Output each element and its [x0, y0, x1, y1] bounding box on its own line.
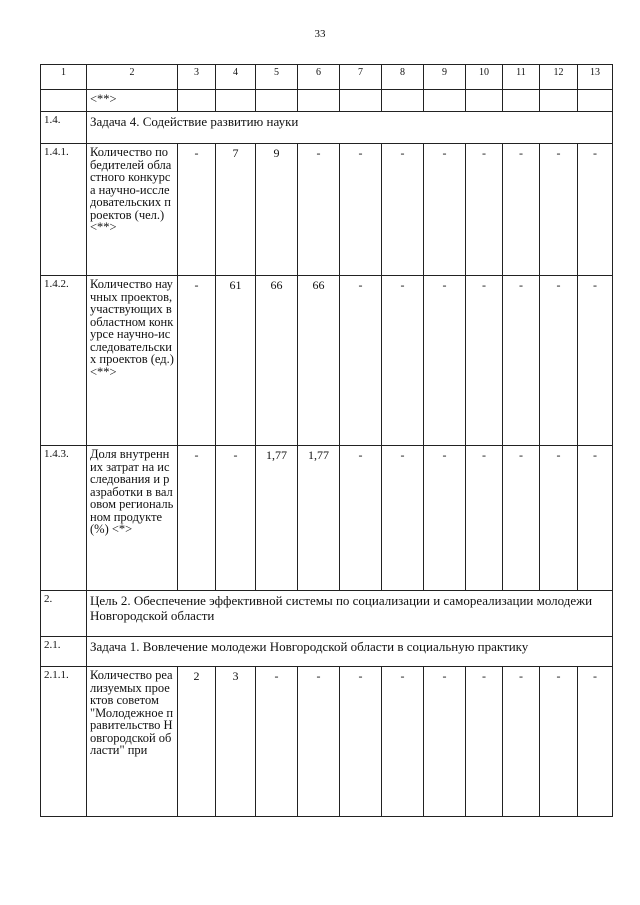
- value-cell: -: [578, 446, 613, 591]
- value-cell: -: [178, 276, 216, 446]
- value-cell: -: [466, 276, 503, 446]
- value-cell: -: [424, 446, 466, 591]
- value-cell: -: [382, 144, 424, 276]
- col-header: 6: [298, 65, 340, 90]
- col-header: 12: [540, 65, 578, 90]
- value-cell: 1,77: [256, 446, 298, 591]
- value-cell: -: [178, 144, 216, 276]
- value-cell: -: [466, 144, 503, 276]
- col-header: 11: [503, 65, 540, 90]
- value-cell: -: [340, 276, 382, 446]
- section-title: Цель 2. Обеспечение эффективной системы по социализации и самореализации молодежи Новгородской области: [87, 591, 613, 637]
- value-cell: -: [578, 667, 613, 817]
- section-number: 2.1.: [41, 637, 87, 667]
- value-cell: -: [540, 276, 578, 446]
- header-row: [41, 65, 613, 90]
- value-cell: 2: [178, 667, 216, 817]
- value-cell: -: [578, 144, 613, 276]
- value-cell: 3: [216, 667, 256, 817]
- col-header: 7: [340, 65, 382, 90]
- col-header: 2: [87, 65, 178, 90]
- value-cell: -: [424, 667, 466, 817]
- row-number: 1.4.2.: [41, 276, 87, 446]
- indicators-table: [40, 64, 613, 817]
- indicator-name: Количество научных проектов, участвующих в областном конкурсе научно-исследовательских проектов (ед.) <**>: [87, 276, 178, 446]
- value-cell: -: [298, 667, 340, 817]
- value-cell: -: [178, 446, 216, 591]
- value-cell: 9: [256, 144, 298, 276]
- indicator-name: Доля внутренних затрат на исследования и разработки в валовом региональном продукте (%) <*>: [87, 446, 178, 591]
- value-cell: -: [256, 667, 298, 817]
- value-cell: -: [424, 276, 466, 446]
- col-header: 9: [424, 65, 466, 90]
- page-number: 33: [314, 28, 326, 40]
- continuation-row: [41, 90, 613, 112]
- value-cell: -: [340, 446, 382, 591]
- col-header: 8: [382, 65, 424, 90]
- continuation-text: <**>: [87, 90, 178, 112]
- section-number: 2.: [41, 591, 87, 637]
- value-cell: 61: [216, 276, 256, 446]
- section-row: [41, 637, 613, 667]
- value-cell: -: [340, 667, 382, 817]
- value-cell: -: [298, 144, 340, 276]
- value-cell: -: [216, 446, 256, 591]
- section-number: 1.4.: [41, 112, 87, 144]
- value-cell: -: [540, 667, 578, 817]
- row-number: 2.1.1.: [41, 667, 87, 817]
- value-cell: -: [466, 446, 503, 591]
- col-header: 3: [178, 65, 216, 90]
- value-cell: -: [503, 667, 540, 817]
- value-cell: -: [466, 667, 503, 817]
- value-cell: 66: [298, 276, 340, 446]
- value-cell: -: [503, 446, 540, 591]
- value-cell: -: [578, 276, 613, 446]
- section-title: Задача 1. Вовлечение молодежи Новгородской области в социальную практику: [87, 637, 613, 667]
- value-cell: -: [540, 446, 578, 591]
- value-cell: -: [503, 276, 540, 446]
- row-number: 1.4.1.: [41, 144, 87, 276]
- col-header: 4: [216, 65, 256, 90]
- col-header: 1: [41, 65, 87, 90]
- value-cell: -: [382, 446, 424, 591]
- table-row: [41, 667, 613, 817]
- value-cell: -: [540, 144, 578, 276]
- col-header: 10: [466, 65, 503, 90]
- value-cell: -: [503, 144, 540, 276]
- section-title: Задача 4. Содействие развитию науки: [87, 112, 613, 144]
- row-number: 1.4.3.: [41, 446, 87, 591]
- section-row: [41, 112, 613, 144]
- value-cell: -: [340, 144, 382, 276]
- value-cell: -: [424, 144, 466, 276]
- value-cell: 7: [216, 144, 256, 276]
- table-row: [41, 446, 613, 591]
- table-row: [41, 144, 613, 276]
- value-cell: -: [382, 667, 424, 817]
- col-header: 13: [578, 65, 613, 90]
- table-row: [41, 276, 613, 446]
- col-header: 5: [256, 65, 298, 90]
- indicator-name: Количество победителей областного конкурса научно-исследовательских проектов (чел.) <**>: [87, 144, 178, 276]
- value-cell: -: [382, 276, 424, 446]
- value-cell: 66: [256, 276, 298, 446]
- section-row: [41, 591, 613, 637]
- indicator-name: Количество реализуемых проектов советом "Молодежное правительство Новгородской области" при: [87, 667, 178, 817]
- value-cell: 1,77: [298, 446, 340, 591]
